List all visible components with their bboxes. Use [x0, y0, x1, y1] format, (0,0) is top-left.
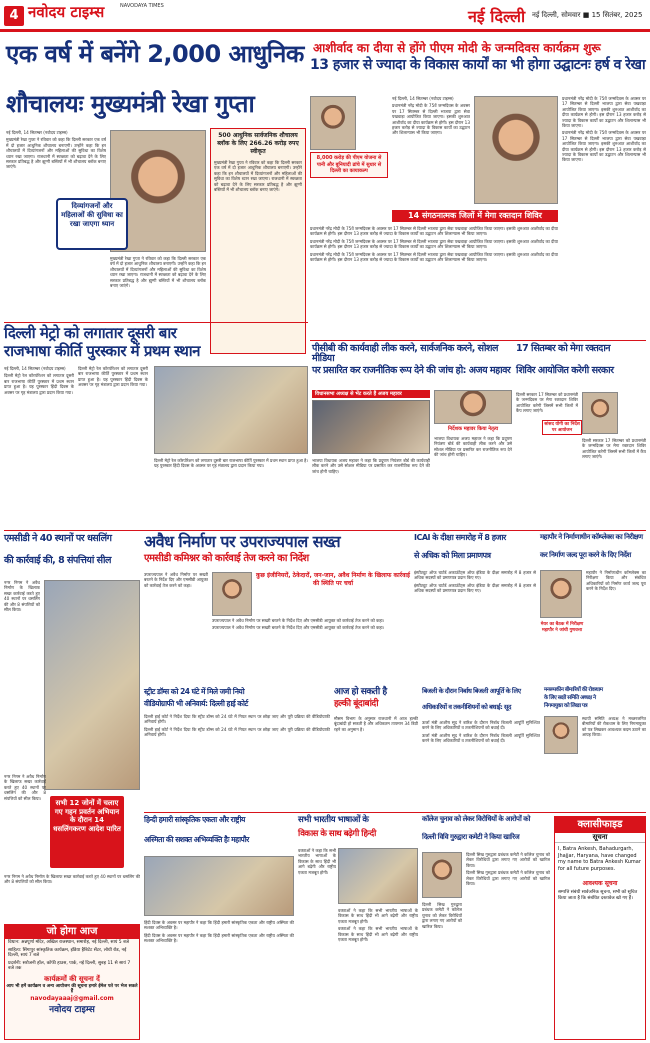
story-body-tablet	[582, 716, 646, 808]
headline-mcd-1: एमसीडी ने 40 स्थानों पर धसलिंग	[4, 533, 112, 544]
body-text: दिल्ली मेट्रो रेल कॉरपोरेशन को लगातार दूसरी बार राजभाषा कीर्ति पुरस्कार में प्रथम स्थान प्राप्त हुआ है। यह पुरस्कार हिंदी दिवस के अवसर पर गृह मंत्रालय द्वारा प्रदान किया गया।	[154, 458, 308, 469]
story-body-rain	[334, 716, 418, 808]
headline-video-2: वीडियोग्राफी भी अनिवार्य: दिल्ली हाई कोर्ट	[144, 699, 248, 708]
photo-official	[582, 392, 618, 434]
notice-email: navodayaaaj@gmail.com	[30, 994, 114, 1002]
body-text: उपराज्यपाल ने अवैध निर्माण पर सख्ती बरतने के निर्देश दिए और एमसीडी आयुक्त को कार्रवाई तेज करने को कहा।	[212, 618, 385, 623]
story-body-metro-2	[78, 366, 148, 522]
headline-toilets-2: शौचालयः मुख्यमंत्री रेखा गुप्ता	[6, 90, 255, 118]
classifieds-ad-title: आवश्यक सूचना	[582, 880, 618, 887]
body-text: उपराज्यपाल ने अवैध निर्माण पर सख्ती बरतने के निर्देश दिए और एमसीडी आयुक्त को कार्रवाई तेज करने को कहा।	[212, 625, 385, 631]
story-hindi	[144, 816, 294, 1040]
headline-rain-2: हल्की बूंदाबांदी	[334, 699, 379, 709]
story-body-modi	[392, 96, 470, 216]
story-college	[422, 816, 550, 1040]
today-item: विधान: अन्नपूर्णा मंदिर, अखिल राजस्थान, समारोह, नई दिल्ली, सायं 5 बजे	[8, 940, 129, 945]
headline-mahapaur-2: कर निर्माण जल्द पूरा करने के दिए निर्देश	[540, 551, 631, 559]
headline-hindi-1: हिन्दी हमारी सांस्कृतिक एकता और राष्ट्रीय	[144, 815, 245, 824]
headline-languages-2: विकास के साथ बढ़ेगी हिन्दी	[298, 829, 376, 839]
story-body-hindi	[144, 920, 294, 1040]
story-body-languages	[298, 848, 336, 1040]
city-label: नई दिल्ली	[468, 7, 526, 26]
sidebar-body: मुख्यमंत्री रेखा गुप्ता ने रविवार को कहा कि दिल्ली सरकार एक वर्ष में दो हजार आधुनिक शौचालय बनाएगी। उन्होंने कहा कि इन शौचालयों में दिव्यांगजनों और महिलाओं की सुविधा का विशेष ध्यान रखा जाएगा। राजधानी में स्वच्छता को बढ़ावा देने के लिए सरकार प्रतिबद्ध है और झुग्गी बस्तियों में भी शौचालय ब्लॉक बनाए जाएंगे।	[214, 160, 302, 193]
body-text: दिल्ली सिख गुरुद्वारा प्रबंधक कमेटी ने कॉलेज चुनाव को लेकर विरोधियों द्वारा लगाए गए आरोपों को खारिज किया।	[466, 870, 550, 887]
photo-speaker	[434, 390, 512, 424]
photo-committee-chair	[544, 716, 578, 754]
divider	[4, 530, 646, 531]
body-text: इंस्टीट्यूट ऑफ चार्टर्ड अकाउंटेंट्स ऑफ इंडिया के दीक्षा समारोह में 8 हजार से अधिक सदस्यों को प्रमाणपत्र प्रदान किए गए।	[414, 570, 536, 581]
headline-power-2: अधिकारियों व तकनीशियनों को बधाई: सूद	[422, 703, 511, 711]
headline-metro-2: राजभाषा कीर्ति पुरस्कार में प्रथम स्थान	[4, 342, 201, 360]
body-text: वक्ताओं ने कहा कि सभी भारतीय भाषाओं के विकास के साथ हिंदी भी आगे बढ़ेगी और राष्ट्रीय एकता मजबूत होगी।	[338, 908, 418, 924]
headline-blood-1: 17 सितम्बर को मेगा रक्तदान	[516, 343, 611, 354]
headline-icai-1: ICAI के दीक्षा समारोह में 8 हजार	[414, 533, 506, 542]
headline-video-1: स्ट्रीट डॉग्स को 24 घंटे में मिले जमी नियो	[144, 687, 245, 696]
classifieds-section: सूचना	[555, 833, 645, 843]
body-text: दिल्ली सिख गुरुद्वारा प्रबंधक कमेटी ने कॉलेज चुनाव को लेकर विरोधियों द्वारा लगाए गए आरोपों को खारिज किया।	[466, 852, 550, 868]
story-body-metro	[4, 366, 74, 522]
story-video	[144, 688, 330, 808]
body-text: प्रधानमंत्री नरेंद्र मोदी के 75वें जन्मदिवस के अवसर पर 17 सितम्बर से दिल्ली भाजपा द्वारा सेवा पखवाड़ा आयोजित किया जाएगा। इसकी शुरुआत आशीर्वाद का दीया कार्यक्रम से होगी। इस दौरान 13 हजार करोड़ से ज्यादा के विकास कार्यों का उद्घाटन और शिलान्यास भी किया जाएगा।	[562, 96, 646, 129]
headline-college-2: दिल्ली विवि गुरुद्वारा कमेटी ने किया खारिज	[422, 833, 520, 841]
classifieds-ad-body: सम्पत्ति संबंधी सार्वजनिक सूचना, सभी को सूचित किया जाता है कि संबंधित दस्तावेज खो गए हैं।	[558, 890, 638, 901]
body-text: वक्ताओं ने कहा कि सभी भारतीय भाषाओं के विकास के साथ हिंदी भी आगे बढ़ेगी और राष्ट्रीय एकता मजबूत होगी।	[298, 848, 336, 875]
notice-body: आप भी हमें कार्यक्रम व अन्य आयोजन की सूचना हमारे ईमेल पते पर भेज सकते हैं	[6, 983, 138, 994]
story-body-modi-2	[562, 96, 646, 336]
headline-illegal-2: एमसीडी कमिश्नर को कार्रवाई तेज करने का निर्देश	[144, 553, 309, 564]
story-metro	[4, 326, 308, 526]
body-text: ऊर्जा मंत्री आशीष सूद ने बारिश के दौरान निर्बाध बिजली आपूर्ति सुनिश्चित करने के लिए अधिकारियों व तकनीशियनों को बधाई दी।	[422, 732, 540, 744]
photo-rekha-gupta-2	[474, 96, 558, 204]
story-illegal	[144, 534, 410, 684]
body-text: नगर निगम ने अवैध निर्माण के खिलाफ सख्त कार्रवाई करते हुए 40 स्थानों पर धसलिंग की और 8 संपत्तियों को सील किया।	[4, 774, 46, 801]
headline-illegal-1: अवैध निर्माण पर उपराज्यपाल सख्त	[144, 532, 341, 551]
story-modi	[310, 40, 646, 338]
headline-languages-1: सभी भारतीय भाषाओं के	[298, 815, 369, 825]
body-text: मुख्यमंत्री रेखा गुप्ता ने रविवार को कहा कि दिल्ली सरकार एक वर्ष में दो हजार आधुनिक शौचालय बनाएगी। उन्होंने कहा कि इन शौचालयों में दिव्यांगजनों और महिलाओं की सुविधा का विशेष ध्यान रखा जाएगा। राजधानी में स्वच्छता को बढ़ावा देने के लिए सरकार प्रतिबद्ध है और झुग्गी बस्तियों में भी शौचालय ब्लॉक बनाए जाएंगे।	[110, 256, 206, 289]
headline-metro-1: दिल्ली मेट्रो को लगातार दूसरी बार	[4, 324, 177, 342]
body-text: स्थायी समिति अध्यक्ष ने मच्छरजनित बीमारियों की रोकथाम के लिए निगमायुक्त को पत्र लिखकर आवश्यक कदम उठाने का आग्रह किया।	[582, 716, 646, 738]
sidebar-title: 500 आधुनिक सार्वजनिक शौचालय ब्लॉक के लिए 266.26 करोड़ रुपए स्वीकृत	[217, 132, 299, 155]
highlight-box	[310, 152, 388, 178]
story-languages	[298, 816, 418, 1040]
notice-title: कार्यक्रमों की सूचना दें	[44, 974, 100, 983]
headline-toilets-1: एक वर्ष में बनेंगे 2,000 आधुनिक	[6, 40, 304, 68]
headline-mcd-2: की कार्रवाई की, 8 संपत्तियां सील	[4, 555, 111, 566]
today-item: साहित्य: सिंगापुर सांस्कृतिक कार्यक्रम, इंडिया हैबिटेट सेंटर, लोधी रोड, नई दिल्ली, सायं 7 बजे	[8, 947, 127, 958]
headline-mahapaur-1: महापौर ने निर्माणाधीन कॉम्प्लेक्स का निरीक्षण	[540, 533, 643, 541]
headline-modi: 13 हजार से ज्यादा के विकास कार्यों का भी होगा उद्घाटनः हर्ष व रेखा	[310, 57, 646, 73]
story-power	[422, 688, 540, 808]
body-text: दिल्ली हाई कोर्ट ने निर्देश दिया कि स्ट्रीट डॉग्स को 24 घंटे में नियत स्थान पर छोड़ा जाए और पूरी प्रक्रिया की वीडियोग्राफी अनिवार्य होगी।	[144, 726, 330, 738]
headline-tablet-3: निगमायुक्त को लिखा पत्र	[544, 703, 588, 709]
body-text: मुख्यमंत्री रेखा गुप्ता ने रविवार को कहा कि दिल्ली सरकार एक वर्ष में दो हजार आधुनिक शौचालय बनाएगी। उन्होंने कहा कि इन शौचालयों में दिव्यांगजनों और महिलाओं की सुविधा का विशेष ध्यान रखा जाएगा। राजधानी में स्वच्छता को बढ़ावा देने के लिए सरकार प्रतिबद्ध है और झुग्गी बस्तियों में भी शौचालय ब्लॉक बनाए जाएंगे।	[6, 137, 106, 170]
headline-hindi-2: अस्मिता की सशक्त अभिव्यक्ति हैः महापौर	[144, 835, 249, 844]
classifieds	[554, 816, 646, 1040]
body-text: मौसम विभाग के अनुसार राजधानी में आज हल्की बूंदाबांदी हो सकती है और अधिकतम तापमान 34 डिग्री रहने का अनुमान है।	[334, 716, 418, 732]
story-body-mcd	[4, 580, 40, 770]
body-text: प्रधानमंत्री नरेंद्र मोदी के 75वें जन्मदिवस के अवसर पर 17 सितम्बर से दिल्ली भाजपा द्वारा सेवा पखवाड़ा आयोजित किया जाएगा। इसकी शुरुआत आशीर्वाद का दीया कार्यक्रम से होगी। इस दौरान 13 हजार करोड़ से ज्यादा के विकास कार्यों का उद्घाटन और शिलान्यास भी किया जाएगा।	[310, 251, 558, 263]
story-body-languages-2	[338, 908, 418, 1040]
body-text: नगर निगम ने अवैध निर्माण के खिलाफ सख्त कार्रवाई करते हुए 40 स्थानों पर धसलिंग की और 8 संपत्तियों को सील किया।	[4, 874, 140, 885]
body-text: महापौर ने निर्माणाधीन कॉम्प्लेक्स का निरीक्षण किया और संबंधित अधिकारियों को निर्माण कार्य जल्द पूरा करने के निर्देश दिए।	[586, 570, 646, 592]
paper-name: नवोदय टाइम्स	[28, 3, 105, 21]
story-body-mahapaur	[586, 570, 646, 684]
story-body-illegal	[144, 572, 208, 684]
photo-committee-head	[422, 852, 462, 898]
dateline: नई दिल्ली, 14 सितम्बर (नवोदय टाइम्स)	[392, 96, 454, 101]
kicker-modi: आशीर्वाद का दीया से होंगे पीएम मोदी के जन्मदिवस कार्यक्रम शुरू	[313, 41, 601, 55]
body-text: दिल्ली सिख गुरुद्वारा प्रबंधक कमेटी ने कॉलेज चुनाव को लेकर विरोधियों द्वारा लगाए गए आरोपों को खारिज किया।	[422, 902, 462, 929]
body-text: प्रधानमंत्री नरेंद्र मोदी के 75वें जन्मदिवस के अवसर पर 17 सितम्बर से दिल्ली भाजपा द्वारा सेवा पखवाड़ा आयोजित किया जाएगा। इसकी शुरुआत आशीर्वाद का दीया कार्यक्रम से होगी। इस दौरान 13 हजार करोड़ से ज्यादा के विकास कार्यों का उद्घाटन और शिलान्यास भी किया जाएगा।	[310, 226, 558, 237]
callout-text: सभी 12 जोनों में चलाए गए गहन प्रवर्तन अभियान के दौरान 14 धसलिंगकरण आदेश पारित	[53, 799, 121, 833]
photo-languages-event	[338, 848, 418, 904]
callout-blood	[542, 420, 582, 435]
photo-lg	[212, 572, 252, 616]
photo-harsh-malhotra	[310, 96, 356, 150]
body-text: दिल्ली हाई कोर्ट ने निर्देश दिया कि स्ट्रीट डॉग्स को 24 घंटे में नियत स्थान पर छोड़ा जाए और पूरी प्रक्रिया की वीडियोग्राफी अनिवार्य होगी।	[144, 714, 330, 725]
divider	[310, 340, 646, 341]
divider	[144, 812, 646, 813]
body-text: दिल्ली सरकार 17 सितम्बर को प्रधानमंत्री के जन्मदिवस पर मेगा रक्तदान शिविर आयोजित करेगी जिसमें सभी जिलों में कैंप लगाए जाएंगे।	[516, 392, 578, 414]
story-body-metro-3	[154, 458, 308, 522]
callout-text: दिव्यांगजनों और महिलाओं की सुविधा का रखा जाएगा ध्यान	[61, 202, 123, 228]
sidebar-box	[210, 128, 306, 354]
photo-hindi-event	[144, 856, 294, 916]
divider	[4, 322, 308, 323]
body-text: प्रधानमंत्री नरेंद्र मोदी के 75वें जन्मदिवस के अवसर पर 17 सितम्बर से दिल्ली भाजपा द्वारा सेवा पखवाड़ा आयोजित किया जाएगा। इसकी शुरुआत आशीर्वाद का दीया कार्यक्रम से होगी। इस दौरान 13 हजार करोड़ से ज्यादा के विकास कार्यों का उद्घाटन और शिलान्यास भी किया जाएगा।	[310, 238, 558, 250]
body-text: प्रधानमंत्री नरेंद्र मोदी के 75वें जन्मदिवस के अवसर पर 17 सितम्बर से दिल्ली भाजपा द्वारा सेवा पखवाड़ा आयोजित किया जाएगा। इसकी शुरुआत आशीर्वाद का दीया कार्यक्रम से होगी। इस दौरान 13 हजार करोड़ से ज्यादा के विकास कार्यों का उद्घाटन और शिलान्यास भी किया जाएगा।	[562, 130, 646, 163]
dateline: नई दिल्ली, 14 सितम्बर (नवोदय टाइम्स)	[6, 130, 68, 135]
story-blood	[516, 344, 646, 526]
story-icai	[414, 534, 536, 684]
photo-ajay-mahawar	[312, 400, 430, 454]
headline-power-1: बिजली के दौरान निर्बाध बिजली आपूर्ति के लिए	[422, 687, 521, 695]
dateline: नई दिल्ली, 14 सितम्बर (नवोदय टाइम्स)	[4, 366, 66, 371]
callout-text: मेयर का बैठक में निरीक्षण महापौर ने जांची गुणवत्ता	[540, 622, 584, 633]
body-text: हिंदी दिवस के अवसर पर महापौर ने कहा कि हिंदी हमारी सांस्कृतिक एकता और राष्ट्रीय अस्मिता की सशक्त अभिव्यक्ति है।	[144, 920, 294, 931]
subhead-blood: 14 संगठनात्मक जिलों में मेगा रक्तदान शिविर	[392, 210, 558, 222]
story-mahapaur	[540, 534, 646, 684]
story-rain	[334, 688, 418, 808]
body-text: इंस्टीट्यूट ऑफ चार्टर्ड अकाउंटेंट्स ऑफ इंडिया के दीक्षा समारोह में 8 हजार से अधिक सदस्यों को प्रमाणपत्र प्रदान किए गए।	[414, 582, 536, 594]
story-body-police-2	[434, 436, 512, 526]
story-body-blood-2	[582, 438, 646, 526]
callout-mcd	[50, 796, 124, 868]
body-text: प्रधानमंत्री नरेंद्र मोदी के 75वें जन्मदिवस के अवसर पर 17 सितम्बर से दिल्ली भाजपा द्वारा सेवा पखवाड़ा आयोजित किया जाएगा। इसकी शुरुआत आशीर्वाद का दीया कार्यक्रम से होगी। इस दौरान 13 हजार करोड़ से ज्यादा के विकास कार्यों का उद्घाटन और शिलान्यास भी किया जाएगा।	[392, 103, 470, 136]
headline-college-1: कॉलेज चुनाव को लेकर विरोधियों के आरोपों को	[422, 815, 530, 823]
story-police	[312, 344, 512, 526]
masthead	[0, 0, 650, 32]
story-mcd	[4, 534, 140, 920]
paper-name-latin: NAVODAYA TIMES	[120, 3, 164, 9]
body-text: वक्ताओं ने कहा कि सभी भारतीय भाषाओं के विकास के साथ हिंदी भी आगे बढ़ेगी और राष्ट्रीय एकता मजबूत होगी।	[338, 926, 418, 943]
photo-caption: विधानसभा अध्यक्ष से भेंट करते हैं अजय महावर	[312, 390, 430, 398]
box-today-title: जो होगा आज	[5, 925, 139, 939]
highlight-text: 8,000 करोड़ की पीएम योजना से पानी और बुनियादी ढांचे में सुधार से दिल्ली का कायाकल्प	[316, 155, 382, 174]
story-body-video	[144, 714, 330, 808]
headline-police-2: पर प्रसारित कर राजनीतिक रूप देने की जांच हो: अजय महावर	[312, 365, 511, 376]
body-text: उपराज्यपाल ने अवैध निर्माण पर सख्ती बरतने के निर्देश दिए और एमसीडी आयुक्त को कार्रवाई तेज करने को कहा।	[144, 572, 208, 588]
story-body-police	[312, 458, 430, 526]
story-body-modi-3	[310, 226, 558, 336]
classifieds-body: I, Batra Ankesh, Bahadurgarh, Jhajjar, Haryana, have changed my name to Batra Ankesh Kumar for all future purposes.	[558, 846, 641, 872]
headline-blood-2: शिविर आयोजित करेगी सरकार	[516, 365, 614, 376]
story-body-icai	[414, 570, 536, 684]
quote-text: निर्देशक महावर किया नेतृत्व	[447, 426, 498, 432]
body-text: भाजपा विधायक अजय महावर ने कहा कि प्रदूषण नियंत्रण बोर्ड की कार्यवाही लीक करने और उसे सोशल मीडिया पर प्रसारित कर राजनीतिक रूप देने की जांच होनी चाहिए।	[434, 436, 512, 458]
body-text: भाजपा विधायक अजय महावर ने कहा कि प्रदूषण नियंत्रण बोर्ड की कार्यवाही लीक करने और उसे सोशल मीडिया पर प्रसारित कर राजनीतिक रूप देने की जांच होनी चाहिए।	[312, 458, 430, 474]
story-body-power	[422, 720, 540, 808]
callout-box	[56, 198, 128, 250]
headline-tablet-2: के लिए सक्षी समिति अध्यक्ष ने	[544, 695, 596, 701]
photo-demolition	[44, 580, 140, 790]
story-body-college	[466, 852, 550, 1040]
headline-tablet-1: मनरूपकीन बीमारियों की रोकथाम	[544, 687, 603, 693]
body-text: दिल्ली मेट्रो रेल कॉरपोरेशन को लगातार दूसरी बार राजभाषा कीर्ति पुरस्कार में प्रथम स्थान प्राप्त हुआ है। यह पुरस्कार हिंदी दिवस के अवसर पर गृह मंत्रालय द्वारा प्रदान किया गया।	[78, 366, 148, 388]
body-text: नगर निगम ने अवैध निर्माण के खिलाफ सख्त कार्रवाई करते हुए 40 स्थानों पर धसलिंग की और 8 संपत्तियों को सील किया।	[4, 580, 40, 613]
headline-rain-1: आज हो सकती है	[334, 687, 387, 697]
classifieds-title: क्लासीफाइड	[555, 817, 645, 833]
photo-metro-award	[154, 366, 308, 454]
page-number: 4	[4, 6, 24, 26]
story-body-college-2	[422, 902, 462, 1040]
body-text: दिल्ली सरकार 17 सितम्बर को प्रधानमंत्री के जन्मदिवस पर मेगा रक्तदान शिविर आयोजित करेगी जिसमें सभी जिलों में कैंप लगाए जाएंगे।	[582, 438, 646, 460]
story-body-illegal-2	[212, 618, 410, 684]
story-tablet	[544, 688, 646, 808]
box-today	[4, 924, 140, 1040]
today-item: प्रदर्शनी: सरोजनी हॉल, कॉफी हाउस, पार्क, नई दिल्ली, सुबह 11 से सायं 7 बजे तक	[8, 960, 131, 971]
dateline: नई दिल्ली, सोमवार ■ 15 सितंबर, 2025	[532, 11, 643, 19]
box-footer-name: नवोदय टाइम्स	[49, 1004, 95, 1015]
body-text: ऊर्जा मंत्री आशीष सूद ने बारिश के दौरान निर्बाध बिजली आपूर्ति सुनिश्चित करने के लिए अधिकारियों व तकनीशियनों को बधाई दी।	[422, 720, 540, 731]
headline-icai-2: से अधिक को मिला प्रमाणपत्र	[414, 551, 491, 560]
photo-mayor	[540, 570, 582, 618]
body-text: हिंदी दिवस के अवसर पर महापौर ने कहा कि हिंदी हमारी सांस्कृतिक एकता और राष्ट्रीय अस्मिता की सशक्त अभिव्यक्ति है।	[144, 932, 294, 944]
callout-text: सांसद योगी का निर्देश पर आयोजन	[544, 422, 580, 433]
quote-text: कुछ इंजीनियरों, ठेकेदारों, जन-जान, अवैध निर्माण के खिलाफ कार्रवाई की स्थिति पर चर्चा	[256, 572, 410, 587]
body-text: दिल्ली मेट्रो रेल कॉरपोरेशन को लगातार दूसरी बार राजभाषा कीर्ति पुरस्कार में प्रथम स्थान प्राप्त हुआ है। यह पुरस्कार हिंदी दिवस के अवसर पर गृह मंत्रालय द्वारा प्रदान किया गया।	[4, 373, 74, 395]
story-body-blood	[516, 392, 578, 526]
story-body-mcd-3	[4, 874, 140, 920]
headline-police-1: पीसीबी की कार्यवाही लीक करने, सार्वजनिक करने, सोशल मीडिया	[312, 343, 498, 364]
